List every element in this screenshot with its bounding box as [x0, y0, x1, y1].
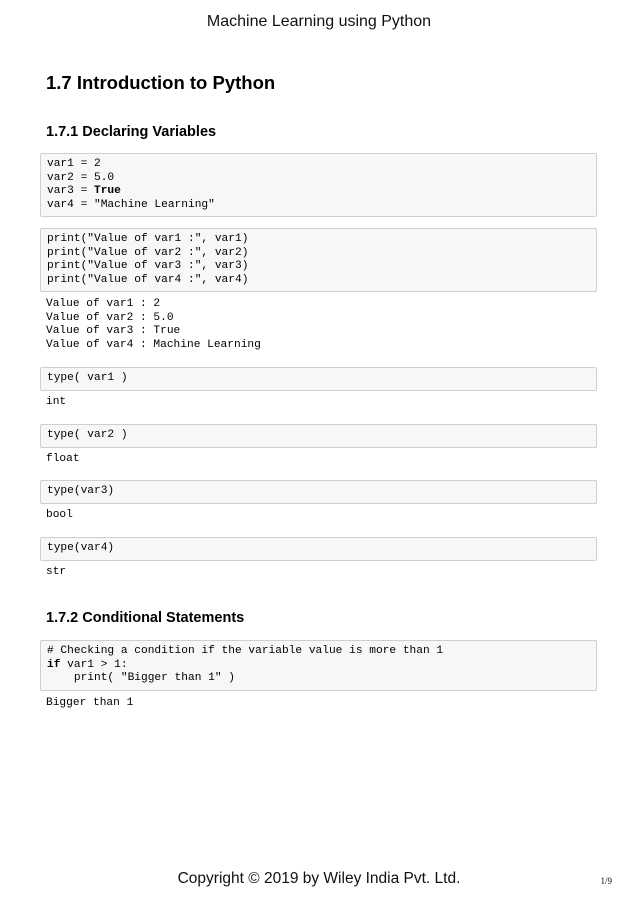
code-cell-type-var2[interactable] — [40, 424, 597, 448]
output-line: Value of var4 : Machine Learning — [46, 338, 261, 351]
subsection-title-variables: 1.7.1 Declaring Variables — [46, 124, 217, 140]
page-number: 1/9 — [600, 876, 612, 886]
code-cell-type-var1[interactable] — [40, 367, 597, 391]
code-line: var2 = 5.0 — [47, 171, 115, 184]
code-cell-conditional[interactable] — [40, 640, 597, 691]
code-line: print("Value of var3 :", var3) — [47, 260, 249, 273]
code-keyword: if — [47, 658, 61, 671]
code-line: print( "Bigger than 1" ) — [47, 672, 235, 685]
code-cell-declare-variables[interactable] — [40, 153, 597, 217]
code-line: type(var4) — [47, 542, 115, 554]
cell-output-print-values — [46, 298, 261, 352]
cell-output-type-var4 — [46, 566, 66, 580]
code-line: print("Value of var1 :", var1) — [47, 233, 249, 245]
output-line: Value of var2 : 5.0 — [46, 311, 174, 324]
output-line: Value of var3 : True — [46, 325, 181, 338]
cell-output-conditional — [46, 697, 133, 711]
cell-output-type-var3 — [46, 509, 73, 523]
code-line: print("Value of var4 :", var4) — [47, 273, 249, 286]
code-line: type( var2 ) — [47, 429, 128, 441]
code-line: print("Value of var2 :", var2) — [47, 246, 249, 259]
output-line: bool — [46, 509, 73, 521]
code-cell-type-var3[interactable] — [40, 480, 597, 504]
code-line — [47, 185, 596, 199]
code-line: var4 = "Machine Learning" — [47, 198, 215, 211]
page-header-title: Machine Learning using Python — [206, 13, 432, 30]
output-line: float — [46, 453, 80, 465]
output-line: str — [46, 566, 67, 578]
code-cell-type-var4[interactable] — [40, 537, 597, 561]
footer-copyright: Copyright © 2019 by Wiley India Pvt. Ltd. — [177, 870, 461, 887]
code-line: type( var1 ) — [47, 372, 128, 384]
code-line: var1 = 2 — [47, 158, 101, 170]
code-line: type(var3) — [47, 485, 115, 497]
output-line: int — [46, 396, 67, 408]
output-line: Value of var1 : 2 — [46, 298, 161, 310]
code-text: var3 = — [47, 185, 94, 198]
code-keyword: True — [94, 185, 121, 198]
cell-output-type-var2 — [46, 453, 80, 467]
subsection-title-conditionals: 1.7.2 Conditional Statements — [46, 610, 245, 626]
output-line: Bigger than 1 — [46, 697, 134, 709]
cell-output-type-var1 — [46, 396, 66, 410]
section-title: 1.7 Introduction to Python — [46, 72, 276, 93]
code-line — [47, 659, 596, 673]
code-comment-line: # Checking a condition if the variable value is more than 1 — [47, 645, 444, 657]
code-cell-print-values[interactable] — [40, 228, 597, 292]
code-text: var1 > 1: — [60, 658, 128, 671]
